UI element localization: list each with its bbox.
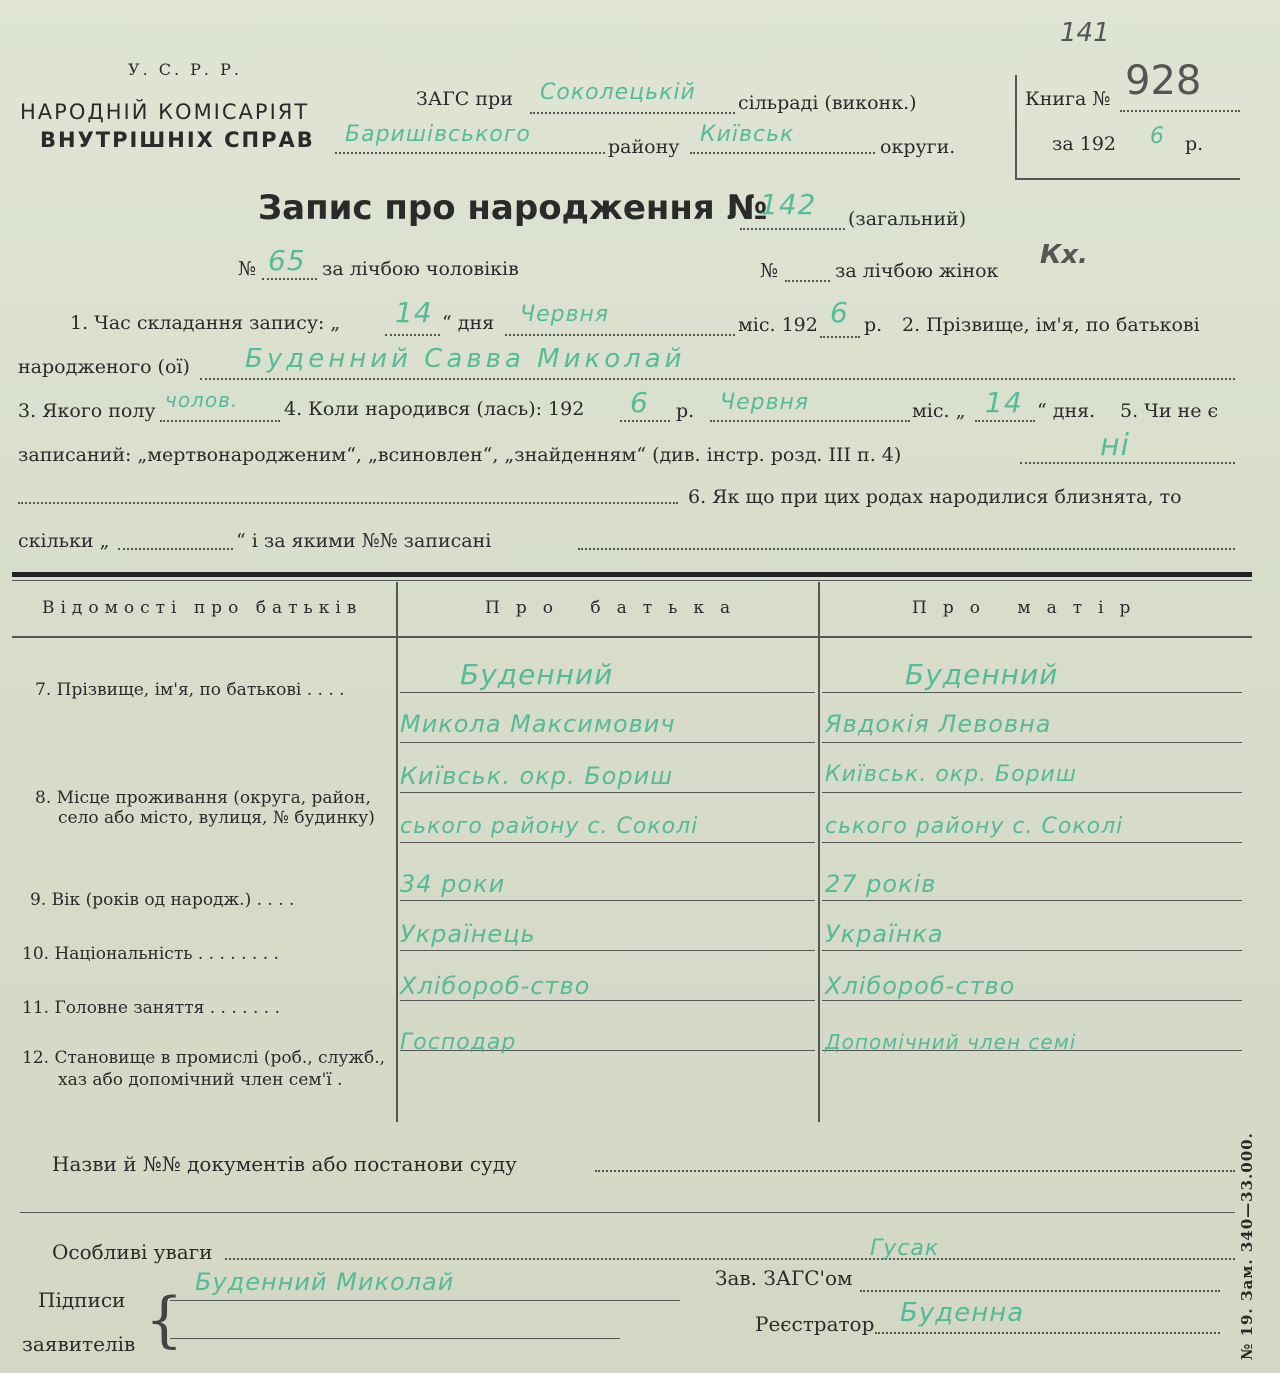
f5-label: 5. Чи не є [1120, 400, 1219, 422]
zags-prefix: ЗАГС при [416, 88, 513, 110]
signatures-label: Підписи [38, 1288, 126, 1312]
ussr-label: У. С. Р. Р. [128, 60, 242, 79]
record-number-suffix: (загальний) [848, 208, 967, 230]
f3-value: чолов. [165, 388, 239, 412]
zags-village-value: Соколецькій [540, 80, 696, 105]
f1-day-suffix: “ дня [442, 312, 495, 334]
f4-day: 14 [985, 386, 1023, 419]
row-label-position: 12. Становище в промислі (роб., служб., [22, 1048, 386, 1068]
mother-residence-1: Київськ. окр. Бориш [825, 762, 1077, 787]
year-suffix: р. [1185, 133, 1204, 155]
registrar-label: Реєстратор [755, 1312, 875, 1336]
registrar-signature: Буденна [900, 1298, 1025, 1328]
row-label-name: 7. Прізвище, ім'я, по батькові . . . . [35, 680, 345, 700]
mother-occupation: Хлібороб-ство [825, 972, 1016, 1000]
f3-label: 3. Якого полу [18, 400, 156, 422]
row-label-occupation: 11. Головне заняття . . . . . . . [22, 998, 280, 1018]
row-label-residence: 8. Місце проживання (округа, район, [35, 788, 371, 808]
head-label: Зав. ЗАГС'ом [715, 1266, 853, 1290]
father-residence-2: ського району с. Соколі [400, 814, 699, 839]
side-print-number: № 19. Зам. 340—33.000. [1238, 1132, 1256, 1360]
men-label: за лічбою чоловіків [322, 258, 519, 280]
col-header-mother: Про матір [912, 598, 1147, 618]
row-label-residence-2: село або місто, вулиця, № будинку) [58, 808, 375, 828]
year-prefix: за 192 [1052, 133, 1116, 155]
father-occupation: Хлібороб-ство [400, 972, 591, 1000]
f4-year: 6 [630, 386, 649, 419]
applicant-signature: Буденний Миколай [195, 1268, 455, 1296]
mother-name: Явдокія Левовна [825, 710, 1052, 738]
commissariat-line2: ВНУТРІШНІХ СПРАВ [40, 128, 315, 152]
f5-value: ні [1100, 428, 1130, 463]
district-value: Баришівського [345, 122, 531, 147]
f1-year-suffix: р. [864, 314, 883, 336]
mother-nationality: Українка [825, 920, 944, 948]
pencil-mark: Кх. [1040, 240, 1088, 270]
documents-label: Назви й №№ документів або постанови суду [52, 1152, 517, 1176]
okrug-label: округи. [880, 136, 956, 158]
row-label-position-2: хаз або допомічний член сем'ї . [58, 1070, 343, 1090]
commissariat-line1: НАРОДНІЙ КОМІСАРІЯТ [20, 100, 310, 124]
mother-age: 27 років [825, 870, 937, 898]
father-name: Микола Максимович [400, 710, 676, 738]
pencil-number: 141 [1060, 18, 1110, 48]
mother-position: Допомічний член семі [825, 1030, 1077, 1054]
zags-suffix: сільраді (виконк.) [738, 92, 917, 114]
row-label-age: 9. Вік (років од народж.) . . . . [30, 890, 295, 910]
district-label: району [608, 136, 680, 158]
f2-label: 2. Прізвище, ім'я, по батькові [902, 314, 1200, 336]
col-header-father: Про батька [485, 598, 747, 618]
father-position: Господар [400, 1030, 517, 1055]
f5-label2: записаний: „мертвонародженим“, „всиновлен“, „знайденням“ (див. інстр. розд. III п. 4) [18, 444, 902, 466]
f4-month-suffix: міс. „ [912, 400, 966, 422]
father-nationality: Українець [400, 920, 536, 948]
f6-label2-b: “ і за якими №№ записані [236, 530, 492, 552]
book-number: 928 [1125, 58, 1202, 104]
father-age: 34 роки [400, 870, 506, 898]
notes-label: Особливі уваги [52, 1240, 213, 1264]
f6-label2-a: скільки „ [18, 530, 110, 552]
row-label-nationality: 10. Національність . . . . . . . . [22, 944, 279, 964]
f4-year-suffix: р. [676, 400, 695, 422]
f1-month-suffix: міс. 192 [738, 314, 818, 336]
record-number: 142 [760, 188, 817, 221]
f1-day: 14 [395, 296, 433, 329]
f4-day-suffix: “ дня. [1037, 400, 1096, 422]
okrug-value: Київськ [700, 122, 795, 147]
head-signature: Гусак [870, 1236, 940, 1261]
mother-surname: Буденний [905, 658, 1059, 691]
f2-value: Буденний Савва Миколай [245, 344, 686, 374]
men-value: 65 [268, 244, 306, 277]
father-residence-1: Київськ. окр. Бориш [400, 762, 674, 790]
father-surname: Буденний [460, 658, 614, 691]
mother-residence-2: ського району с. Соколі [825, 814, 1124, 839]
men-prefix: № [238, 258, 256, 280]
f2-label2: народженого (ої) [18, 356, 190, 378]
f1-year: 6 [830, 296, 849, 329]
women-label: за лічбою жінок [835, 260, 999, 282]
f4-label: 4. Коли народився (лась): 192 [284, 398, 585, 420]
women-prefix: № [760, 260, 778, 282]
book-label: Книга № [1025, 88, 1111, 110]
f6-label: 6. Як що при цих родах народилися близнята, то [688, 486, 1182, 508]
year-digit: 6 [1150, 124, 1165, 149]
f1-label: 1. Час складання запису: „ [70, 312, 341, 334]
f4-month: Червня [720, 390, 810, 415]
signatures-brace: { [145, 1285, 184, 1355]
col-header-parents-info: Відомості про батьків [42, 598, 363, 618]
f1-month: Червня [520, 302, 610, 327]
record-title: Запис про народження № [258, 188, 768, 228]
applicants-label: заявителів [22, 1332, 136, 1356]
